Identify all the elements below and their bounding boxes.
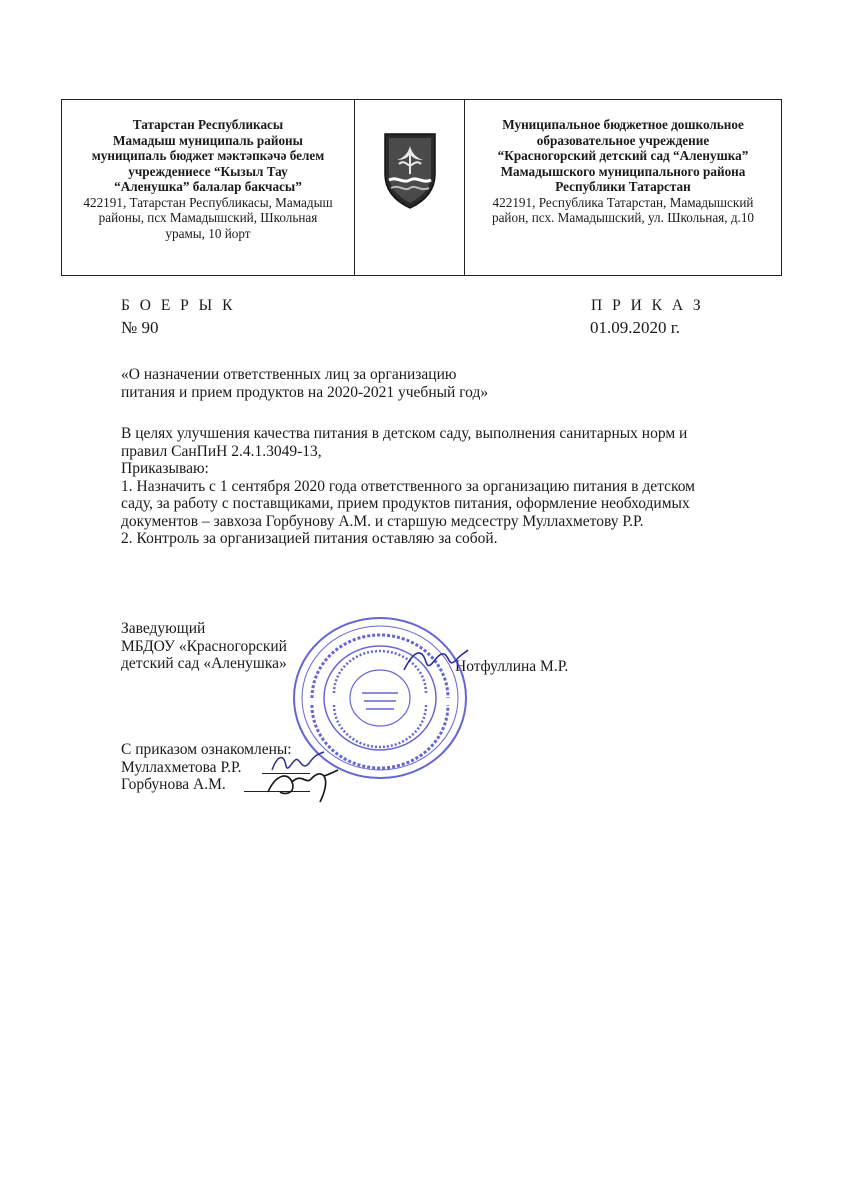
body-line: 1. Назначить с 1 сентября 2020 года ответственного за организацию питания в детском (121, 477, 695, 495)
coat-of-arms-icon (379, 130, 441, 210)
body-line: правил СанПиН 2.4.1.3049-13, (121, 442, 322, 460)
tatar-title: Б О Е Р Ы К (121, 297, 236, 314)
letterhead (61, 99, 782, 276)
director-signature-icon (400, 640, 470, 680)
tatar-line: Мамадыш муниципаль районы (113, 132, 303, 148)
body-line: 2. Контроль за организацией питания оставляю за собой. (121, 530, 498, 547)
tatar-address: 422191, Татарстан Республикасы, Мамадыш (83, 194, 333, 210)
signature-line: детский сад «Аленушка» (121, 655, 287, 672)
letterhead-tatar (62, 100, 355, 275)
body-line: саду, за работу с поставщиками, прием продуктов питания, оформление необходимых (121, 495, 690, 512)
russian-line: “Красногорский детский сад “Аленушка” (497, 148, 749, 163)
tatar-address: районы, псх Мамадышский, Школьная (98, 210, 318, 225)
tatar-line: учреждениесе “Кызыл Тау (128, 163, 288, 179)
body-line: В целях улучшения качества питания в детском саду, выполнения санитарных норм и (121, 425, 688, 442)
signature-icon (262, 768, 342, 818)
tatar-line: Татарстан Республикасы (132, 117, 284, 132)
russian-line: Мамадышского муниципального района (500, 163, 746, 179)
order-body (121, 425, 771, 548)
acknowledged-person: Муллахметова Р.Р. (121, 758, 242, 776)
body-line: документов – завхоза Горбунову А.М. и старшую медсестру Муллахметову Р.Р. (121, 512, 644, 530)
tatar-line: “Аленушка” балалар бакчасы” (114, 179, 302, 194)
subject-line: «О назначении ответственных лиц за организацию (121, 366, 457, 383)
tatar-line: муниципаль бюджет мәктәпкәчә белем (91, 148, 325, 163)
emblem-cell (355, 100, 465, 275)
acknowledged-person: Горбунова А.М. (121, 776, 226, 793)
russian-line: образовательное учреждение (536, 132, 710, 148)
signature-line: Заведующий (121, 620, 206, 637)
body-line: Приказываю: (121, 460, 209, 477)
order-date: 01.09.2020 г. (590, 318, 681, 337)
order-number: № 90 (121, 318, 159, 337)
russian-address: 422191, Республика Татарстан, Мамадышский (492, 194, 754, 210)
russian-address: район, псх. Мамадышский, ул. Школьная, д.10 (491, 210, 755, 225)
director-name: Нотфуллина М.Р. (455, 658, 569, 675)
russian-title: П Р И К А З (591, 297, 704, 314)
russian-line: Республики Татарстан (555, 179, 691, 194)
letterhead-russian (465, 100, 781, 275)
signature-line: МБДОУ «Красногорский (121, 637, 287, 655)
order-subject (121, 366, 771, 401)
subject-line: питания и прием продуктов на 2020-2021 учебный год» (121, 383, 489, 401)
acknowledgment-title: С приказом ознакомлены: (121, 741, 292, 758)
russian-line: Муниципальное бюджетное дошкольное (502, 117, 744, 132)
tatar-address: урамы, 10 йорт (165, 225, 251, 241)
